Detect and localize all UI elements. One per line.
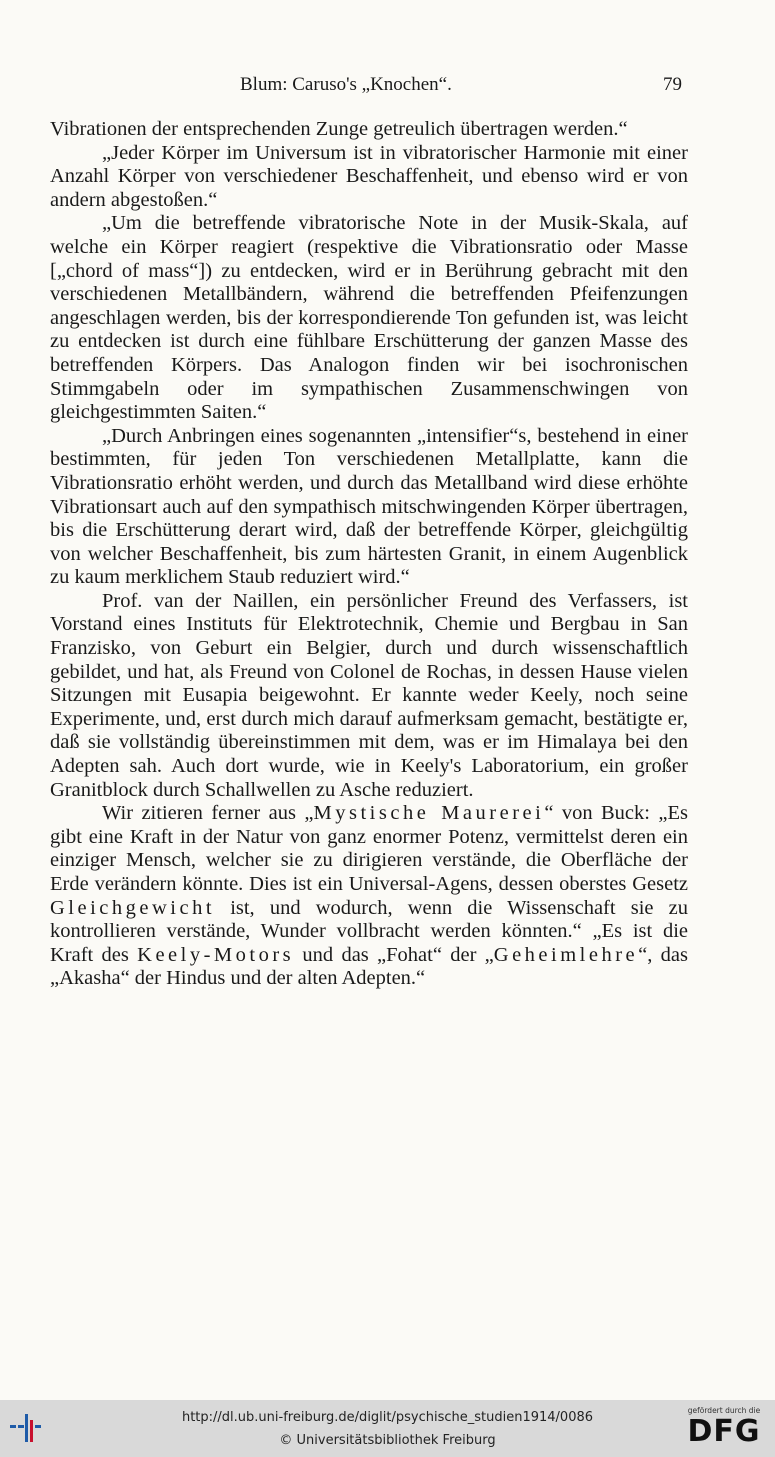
- paragraph-6: [50, 802, 688, 991]
- paragraph-1: Vibrationen der entsprechenden Zunge getreulich übertragen werden.“: [50, 118, 628, 140]
- copyright-notice: © Universitätsbibliothek Freiburg: [279, 1433, 496, 1448]
- dfg-logo: [683, 1406, 765, 1452]
- paragraph-4: „Durch Anbringen eines sogenannten „intensifier“s, bestehend in einer bestimmten, für jeden Ton verschiedenen Metallplatte, kann die Vibrationsratio erhöht werden, und durch das Metallband wird diese erhöhte Vibrationsart auch auf den sympathisch mitschwingenden Körper übertragen, bis die Erschütterung derart wird, daß der betreffende Körper, gleichgültig von welcher Beschaffenheit, bis zum härtesten Granit, in einem Augenblick zu kaum merklichem Staub reduziert wird.“: [50, 424, 688, 589]
- paragraph-6-part-g: und das „Fohat“ der „: [294, 943, 494, 966]
- spaced-word-gleichgewicht: Gleichgewicht: [50, 896, 216, 919]
- footer-bar: [0, 1400, 775, 1457]
- spaced-word-geheimlehre: Geheimlehre: [493, 943, 639, 966]
- running-head: [50, 74, 686, 100]
- page-number: 79: [663, 74, 682, 95]
- paragraph-2: „Jeder Körper im Universum ist in vibratorischer Harmonie mit einer Anzahl Körper von verschiedener Beschaffenheit, und ebenso wird er von andern abgestoßen.“: [50, 141, 688, 211]
- paragraph-6-part-e: ist, und wodurch, wenn die Wissenschaft sie zu kontrollieren verstände, Wunder vollbracht werden könnten.“ „Es ist die Kraft des: [50, 896, 688, 966]
- paragraph-6-part-a: Wir zitieren ferner aus „: [102, 802, 314, 825]
- paragraph-6-part-c: “ von Buck: „Es gibt eine Kraft in der Natur von ganz enormer Potenz, vermittelst deren ein einziger Mensch, welcher sie zu dirigieren verstände, die Oberfläche der Erde verändern könnte. Dies ist ein Universal-Agens, dessen oberstes Gesetz: [50, 802, 688, 895]
- paragraph-5: Prof. van der Naillen, ein persönlicher Freund des Verfassers, ist Vorstand eines Instituts für Elektrotechnik, Chemie und Bergbau in San Franzisko, von Geburt ein Belgier, durch und durch wissenschaftlich gebildet, und hat, als Freund von Colonel de Rochas, in dessen Hause vielen Sitzungen mit Eusapia beigewohnt. Er kannte weder Keely, noch seine Experimente, und, erst durch mich darauf aufmerksam gemacht, bestätigte er, daß sie vollständig übereinstimmen mit dem, was er im Himalaya bei den Adepten sah. Auch dort wurde, wie in Keely's Laboratorium, ein großer Granitblock durch Schallwellen zu Asche reduziert.: [50, 589, 688, 801]
- source-url[interactable]: http://dl.ub.uni-freiburg.de/diglit/psychische_studien1914/0086: [181, 1410, 594, 1425]
- body-text: [50, 118, 688, 991]
- dfg-funding-text: gefördert durch die: [687, 1406, 761, 1415]
- spaced-word-keely-motors: Keely-Motors: [137, 943, 295, 966]
- paragraph-3: „Um die betreffende vibratorische Note in der Musik-Skala, auf welche ein Körper reagiert (respektive die Vibrationsratio oder Masse [„chord of mass“]) zu entdecken, wird er in Berührung gebracht mit den verschiedenen Metallbändern, während die betreffenden Pfeifenzungen angeschlagen werden, bis der korrespondierende Ton gefunden ist, was leicht zu entdecken ist durch eine fühlbare Erschütterung der ganzen Masse des betreffenden Körpers. Das Analogon finden wir bei isochronischen Stimmgabeln oder im sympathischen Zusammenschwingen von gleichgestimmten Saiten.“: [50, 212, 688, 424]
- dfg-logo-text: DFG: [687, 1414, 761, 1449]
- paragraph-6-part-i: “, das „Akasha“ der Hindus und der alten Adepten.“: [50, 943, 688, 990]
- spaced-title-mystische-maurerei: Mystische Maurerei: [313, 802, 545, 825]
- running-title: Blum: Caruso's „Knochen“.: [240, 74, 452, 95]
